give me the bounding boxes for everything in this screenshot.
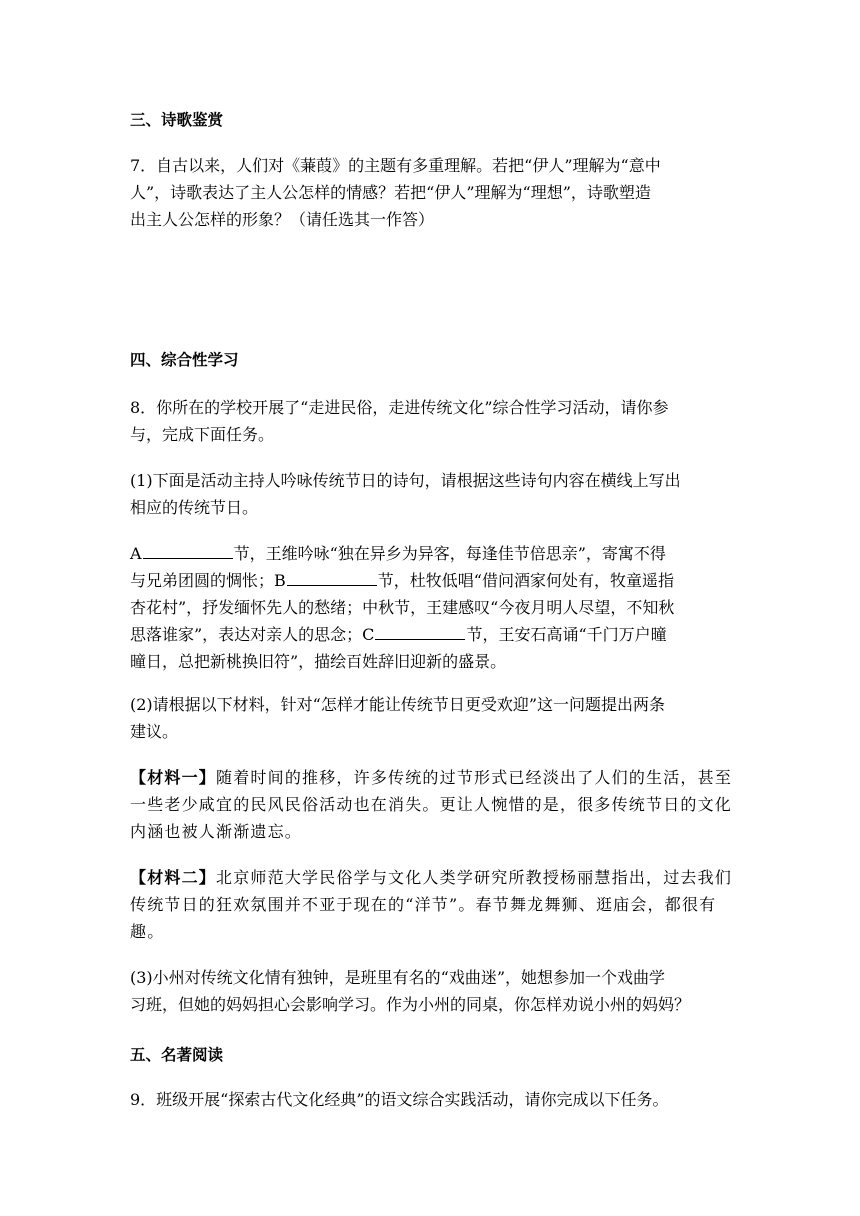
fill-line: 杏花村”，抒发缅怀先人的愁绪；中秋节，王建感叹“今夜月明人尽望，不知秋: [130, 598, 675, 617]
task-1-line: 相应的传统节日。: [130, 498, 259, 517]
task-1-line: (1)下面是活动主持人吟咏传统节日的诗句，请根据这些诗句内容在横线上写出: [130, 471, 681, 490]
material-1-line: 内涵也被人渐渐遗忘。: [130, 822, 303, 841]
task-3-line: (3)小州对传统文化情有独钟，是班里有名的“戏曲迷”，她想参加一个戏曲学: [130, 968, 666, 987]
material-1-line: [130, 764, 740, 791]
material-2-line: [130, 864, 740, 891]
material-2-line: 趣。: [130, 922, 165, 941]
blank-a[interactable]: [143, 542, 233, 559]
blank-a-label: A: [130, 544, 142, 563]
blank-b[interactable]: [287, 569, 377, 586]
task-3-line: 习班，但她的妈妈担心会影响学习。作为小州的同桌，你怎样劝说小州的妈妈？: [130, 995, 691, 1014]
question-8: [130, 394, 740, 448]
task-1: [130, 467, 740, 521]
fill-text: 思落谁家”，表达对亲人的思念；C: [130, 625, 375, 644]
fill-line: [130, 567, 740, 594]
material-1-label: 【材料一】: [130, 768, 217, 787]
material-2-line: 传统节日的狂欢氛围并不亚于现在的“洋节”。春节舞龙舞狮、逛庙会，都很有: [130, 895, 717, 914]
fill-text: 节，王安石高诵“千门万户曈: [466, 625, 667, 644]
material-1-text: 随着时间的推移，许多传统的过节形式已经淡出了人们的生活，甚至: [216, 768, 733, 787]
fill-text: 与兄弟团圆的惆怅；B: [130, 571, 286, 590]
material-2-text: 北京师范大学民俗学与文化人类学研究所教授杨丽慧指出，过去我们: [216, 868, 733, 887]
material-2-label: 【材料二】: [130, 868, 217, 887]
task-3: [130, 964, 740, 1018]
question-7-line: 人”，诗歌表达了主人公怎样的情感？若把“伊人”理解为“理想”，诗歌塑造: [130, 183, 651, 202]
section-heading-integrated: 四、综合性学习: [130, 351, 239, 369]
section-heading-classics: 五、名著阅读: [130, 1046, 224, 1064]
question-7-line: 出主人公怎样的形象？（请任选其一作答）: [130, 210, 435, 229]
fill-line: [130, 621, 740, 648]
fill-line: 曈日，总把新桃换旧符”，描绘百姓辞旧迎新的盛景。: [130, 652, 507, 671]
question-7-line: 7．自古以来，人们对《蒹葭》的主题有多重理解。若把“伊人”理解为“意中: [130, 156, 661, 175]
question-7: [130, 152, 740, 233]
fill-in-festivals: [130, 540, 740, 675]
task-2: [130, 691, 740, 745]
fill-text: 节，王维吟咏“独在异乡为异客，每逢佳节倍思亲”，寄寓不得: [233, 544, 666, 563]
fill-text: 节，杜牧低唱“借问酒家何处有，牧童遥指: [377, 571, 674, 590]
fill-line: [130, 540, 740, 567]
section-heading-poetry: 三、诗歌鉴赏: [130, 111, 224, 129]
task-2-line: (2)请根据以下材料，针对“怎样才能让传统节日更受欢迎”这一问题提出两条: [130, 695, 666, 714]
material-1: [130, 764, 740, 845]
task-2-line: 建议。: [130, 722, 179, 741]
material-2: [130, 864, 740, 945]
question-8-line: 8．你所在的学校开展了“走进民俗，走进传统文化”综合性学习活动，请你参: [130, 398, 669, 417]
question-9-line: 9．班级开展“探索古代文化经典”的语文综合实践活动，请你完成以下任务。: [130, 1090, 669, 1109]
question-8-line: 与，完成下面任务。: [130, 425, 275, 444]
question-9: [130, 1086, 740, 1113]
blank-c[interactable]: [375, 623, 465, 640]
material-1-line: 一些老少咸宜的民风民俗活动也在消失。更让人惋惜的是，很多传统节日的文化: [130, 795, 733, 814]
